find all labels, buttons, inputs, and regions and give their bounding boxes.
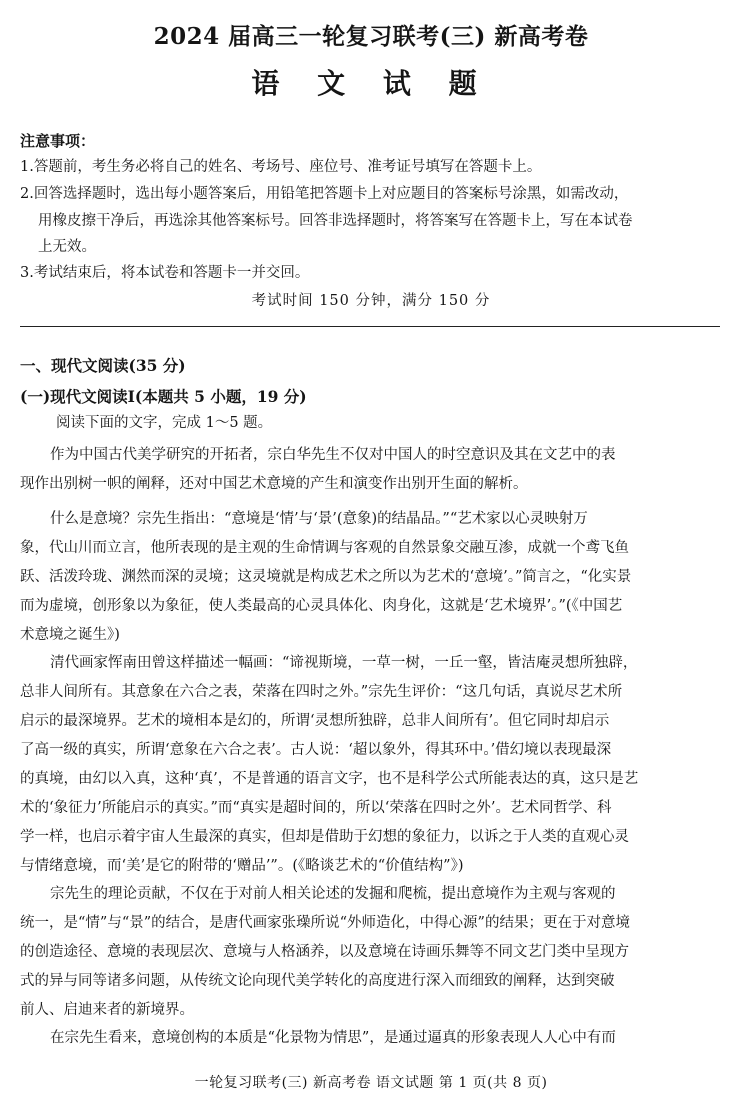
passage-line: 在宗先生看来，意境创构的本质是“化景物为情思”，是通过逼真的形象表现人人心中有而 <box>50 1030 616 1046</box>
passage-line: 宗先生的理论贡献，不仅在于对前人相关论述的发掘和爬梳，提出意境作为主观与客观的 <box>50 886 616 902</box>
note-line-3: 3.考试结束后，将本试卷和答题卡一并交回。 <box>20 265 310 281</box>
passage-line: 跃、活泼玲珑、渊然而深的灵境；这灵境就是构成艺术之所以为艺术的‘意境’。”简言之，“化实景 <box>20 569 632 585</box>
passage-line: 式的异与同等诸多问题，从传统文论向现代美学转化的高度进行深入而细致的阐释，达到突破 <box>20 973 615 989</box>
passage-line: 象，代山川而立言，他所表现的是主观的生命情调与客观的自然景象交融互渗，成就一个鸢飞鱼 <box>20 540 629 556</box>
notes-heading: 注意事项： <box>20 132 96 150</box>
passage-line: 总非人间所有。其意象在六合之表，荣落在四时之外。”宗先生评价：“这几句话，真说尽艺术所 <box>20 684 623 700</box>
passage-line: 术意境之诞生》) <box>20 627 120 643</box>
passage-line: 什么是意境？宗先生指出：“意境是‘情’与‘景’(意象)的结晶品。”“艺术家以心灵映射万 <box>50 511 588 527</box>
passage-line: 的真境，由幻以入真，这种‘真’，不是普通的语言文字，也不是科学公式所能表达的真，这只是艺 <box>20 771 639 787</box>
passage-line: 了高一级的真实，所谓‘意象在六合之表’。古人说：‘超以象外，得其环中。’借幻境以表现最深 <box>20 742 612 758</box>
subject-title: 语 文 试 题 <box>251 67 491 100</box>
note-line-2-end: 上无效。 <box>38 239 96 255</box>
passage-line: 统一，是“情”与“景”的结合，是唐代画家张璪所说“外师造化，中得心源”的结果；更在于对意境 <box>20 915 630 931</box>
passage-paragraph-3 <box>20 649 722 881</box>
passage-line: 前人、启迪来者的新境界。 <box>20 1002 194 1018</box>
note-line-2: 2.回答选择题时，选出每小题答案后，用铅笔把答题卡上对应题目的答案标号涂黑，如需改动， <box>20 186 629 202</box>
note-line-2-cont: 用橡皮擦干净后，再选涂其他答案标号。回答非选择题时，将答案写在答题卡上，写在本试卷 <box>38 213 633 229</box>
passage-line: 学一样，也启示着宇宙人生最深的真实，但却是借助于幻想的象征力，以诉之于人类的直观心灵 <box>20 829 629 845</box>
passage-paragraph-5 <box>20 1024 722 1053</box>
exam-title: 2024 届高三一轮复习联考(三) 新高考卷 <box>153 23 589 50</box>
passage-line: 作为中国古代美学研究的开拓者，宗白华先生不仅对中国人的时空意识及其在文艺中的表 <box>50 447 616 463</box>
subsection-title: (一)现代文阅读Ⅰ(本题共 5 小题，19 分) <box>20 387 307 406</box>
passage-line: 现作出别树一帜的阐释，还对中国艺术意境的产生和演变作出别开生面的解析。 <box>20 476 528 492</box>
passage-line: 的创造途径、意境的表现层次、意境与人格涵养，以及意境在诗画乐舞等不同文艺门类中呈现方 <box>20 944 629 960</box>
passage-line: 与情绪意境，而‘美’是它的附带的‘赠品’”。(《略谈艺术的“价值结构”》) <box>20 858 464 874</box>
passage-line: 术的‘象征力’所能启示的真实。”而“真实是超时间的，所以‘荣落在四时之外’。艺术同哲学、科 <box>20 800 612 816</box>
exam-time-info: 考试时间 150 分钟，满分 150 分 <box>251 293 491 309</box>
passage-line: 清代画家恽南田曾这样描述一幅画：“谛视斯境，一草一树，一丘一壑，皆洁庵灵想所独辟， <box>50 655 638 671</box>
passage-paragraph-2 <box>20 505 722 650</box>
note-line-1: 1.答题前，考生务必将自己的姓名、考场号、座位号、准考证号填写在答题卡上。 <box>20 159 542 175</box>
page-footer: 一轮复习联考(三) 新高考卷 语文试题 第 1 页(共 8 页) <box>194 1075 548 1091</box>
passage-paragraph-1 <box>20 441 722 499</box>
reading-instruction: 阅读下面的文字，完成 1～5 题。 <box>56 415 273 431</box>
divider <box>20 326 720 327</box>
section-title: 一、现代文阅读(35 分) <box>20 356 186 375</box>
passage-line: 启示的最深境界。艺术的境相本是幻的，所谓‘灵想所独辟，总非人间所有’。但它同时却启示 <box>20 713 610 729</box>
passage-line: 而为虚境，创形象以为象征，使人类最高的心灵具体化、肉身化，这就是‘艺术境界’。”(《中国艺 <box>20 598 623 614</box>
passage-paragraph-4 <box>20 880 722 1025</box>
